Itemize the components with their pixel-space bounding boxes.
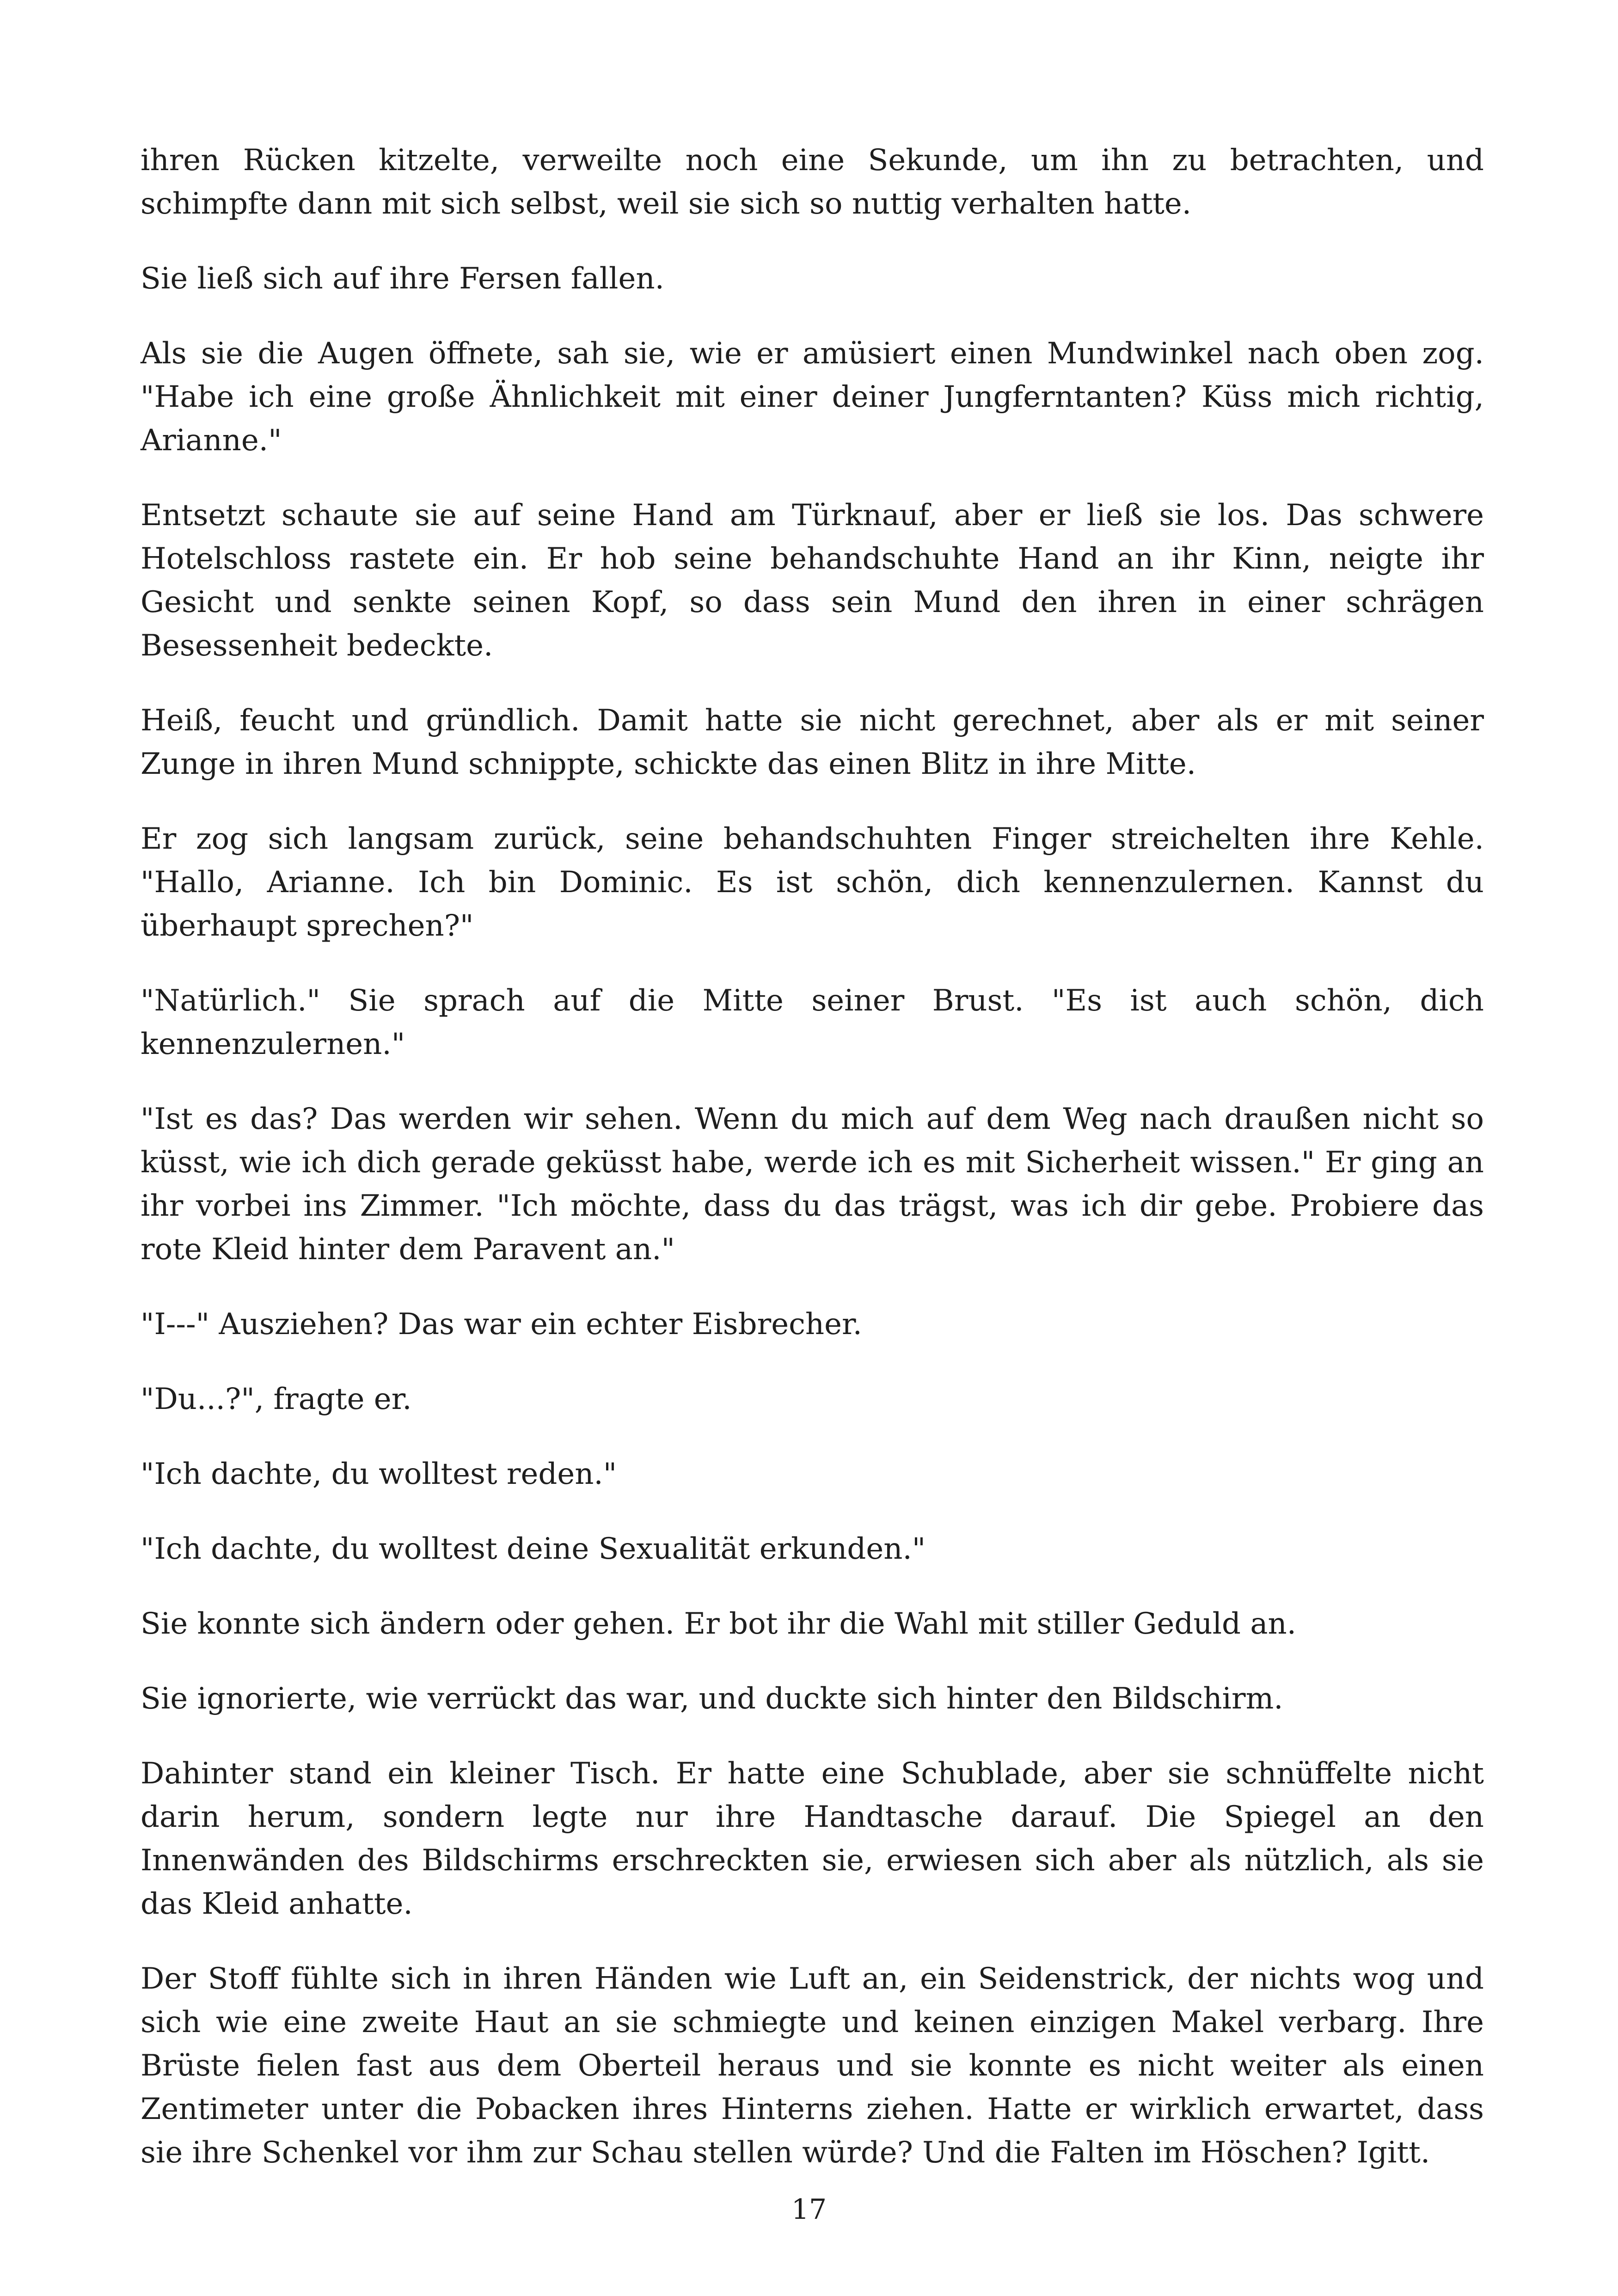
paragraph-11: "Ich dachte, du wolltest reden."	[141, 1457, 617, 1491]
paragraph-2: Sie ließ sich auf ihre Fersen fallen.	[141, 262, 664, 296]
paragraph-1: ihren Rücken kitzelte, verweilte noch eine Sekunde, um ihn zu betrachten, und schimpfte dann mit sich selbst, weil sie sich so nuttig verhalten hatte.	[141, 143, 1484, 221]
paragraph-15: Dahinter stand ein kleiner Tisch. Er hatte eine Schublade, aber sie schnüffelte nicht darin herum, sondern legte nur ihre Handtasche darauf. Die Spiegel an den Innenwänden des Bildschirms erschreckten sie, erwiesen sich aber als nützlich, als sie das Kleid anhatte.	[141, 1757, 1484, 1921]
paragraph-13: Sie konnte sich ändern oder gehen. Er bot ihr die Wahl mit stiller Geduld an.	[141, 1607, 1297, 1641]
paragraph-16: Der Stoff fühlte sich in ihren Händen wie Luft an, ein Seidenstrick, der nichts wog und sich wie eine zweite Haut an sie schmiegte und keinen einzigen Makel verbarg. Ihre Brüste fielen fast aus dem Oberteil heraus und sie konnte es nicht weiter als einen Zentimeter unter die Pobacken ihres Hinterns ziehen. Hatte er wirklich erwartet, dass sie ihre Schenkel vor ihm zur Schau stellen würde? Und die Falten im Höschen? Igitt.	[141, 1962, 1484, 2170]
page-body	[141, 139, 1484, 2206]
paragraph-3: Als sie die Augen öffnete, sah sie, wie er amüsiert einen Mundwinkel nach oben zog. "Habe ich eine große Ähnlichkeit mit einer deiner Jungferntanten? Küss mich richtig, Arianne."	[141, 337, 1484, 458]
paragraph-6: Er zog sich langsam zurück, seine behandschuhten Finger streichelten ihre Kehle. "Hallo, Arianne. Ich bin Dominic. Es ist schön, dich kennenzulernen. Kannst du überhaupt sprechen?"	[141, 822, 1484, 943]
paragraph-10: "Du...?", fragte er.	[141, 1382, 412, 1416]
paragraph-12: "Ich dachte, du wolltest deine Sexualität erkunden."	[141, 1532, 926, 1566]
paragraph-9: "I---" Ausziehen? Das war ein echter Eisbrecher.	[141, 1307, 862, 1341]
page-number: 17	[791, 2193, 827, 2226]
paragraph-5: Heiß, feucht und gründlich. Damit hatte sie nicht gerechnet, aber als er mit seiner Zunge in ihren Mund schnippte, schickte das einen Blitz in ihre Mitte.	[141, 704, 1484, 781]
paragraph-8: "Ist es das? Das werden wir sehen. Wenn du mich auf dem Weg nach draußen nicht so küsst, wie ich dich gerade geküsst habe, werde ich es mit Sicherheit wissen." Er ging an ihr vorbei ins Zimmer. "Ich möchte, dass du das trägst, was ich dir gebe. Probiere das rote Kleid hinter dem Paravent an."	[141, 1102, 1484, 1267]
paragraph-4: Entsetzt schaute sie auf seine Hand am Türknauf, aber er ließ sie los. Das schwere Hotelschloss rastete ein. Er hob seine behandschuhte Hand an ihr Kinn, neigte ihr Gesicht und senkte seinen Kopf, so dass sein Mund den ihren in einer schrägen Besessenheit bedeckte.	[141, 498, 1484, 663]
paragraph-7: "Natürlich." Sie sprach auf die Mitte seiner Brust. "Es ist auch schön, dich kennenzulernen."	[141, 984, 1484, 1061]
paragraph-14: Sie ignorierte, wie verrückt das war, und duckte sich hinter den Bildschirm.	[141, 1682, 1283, 1716]
